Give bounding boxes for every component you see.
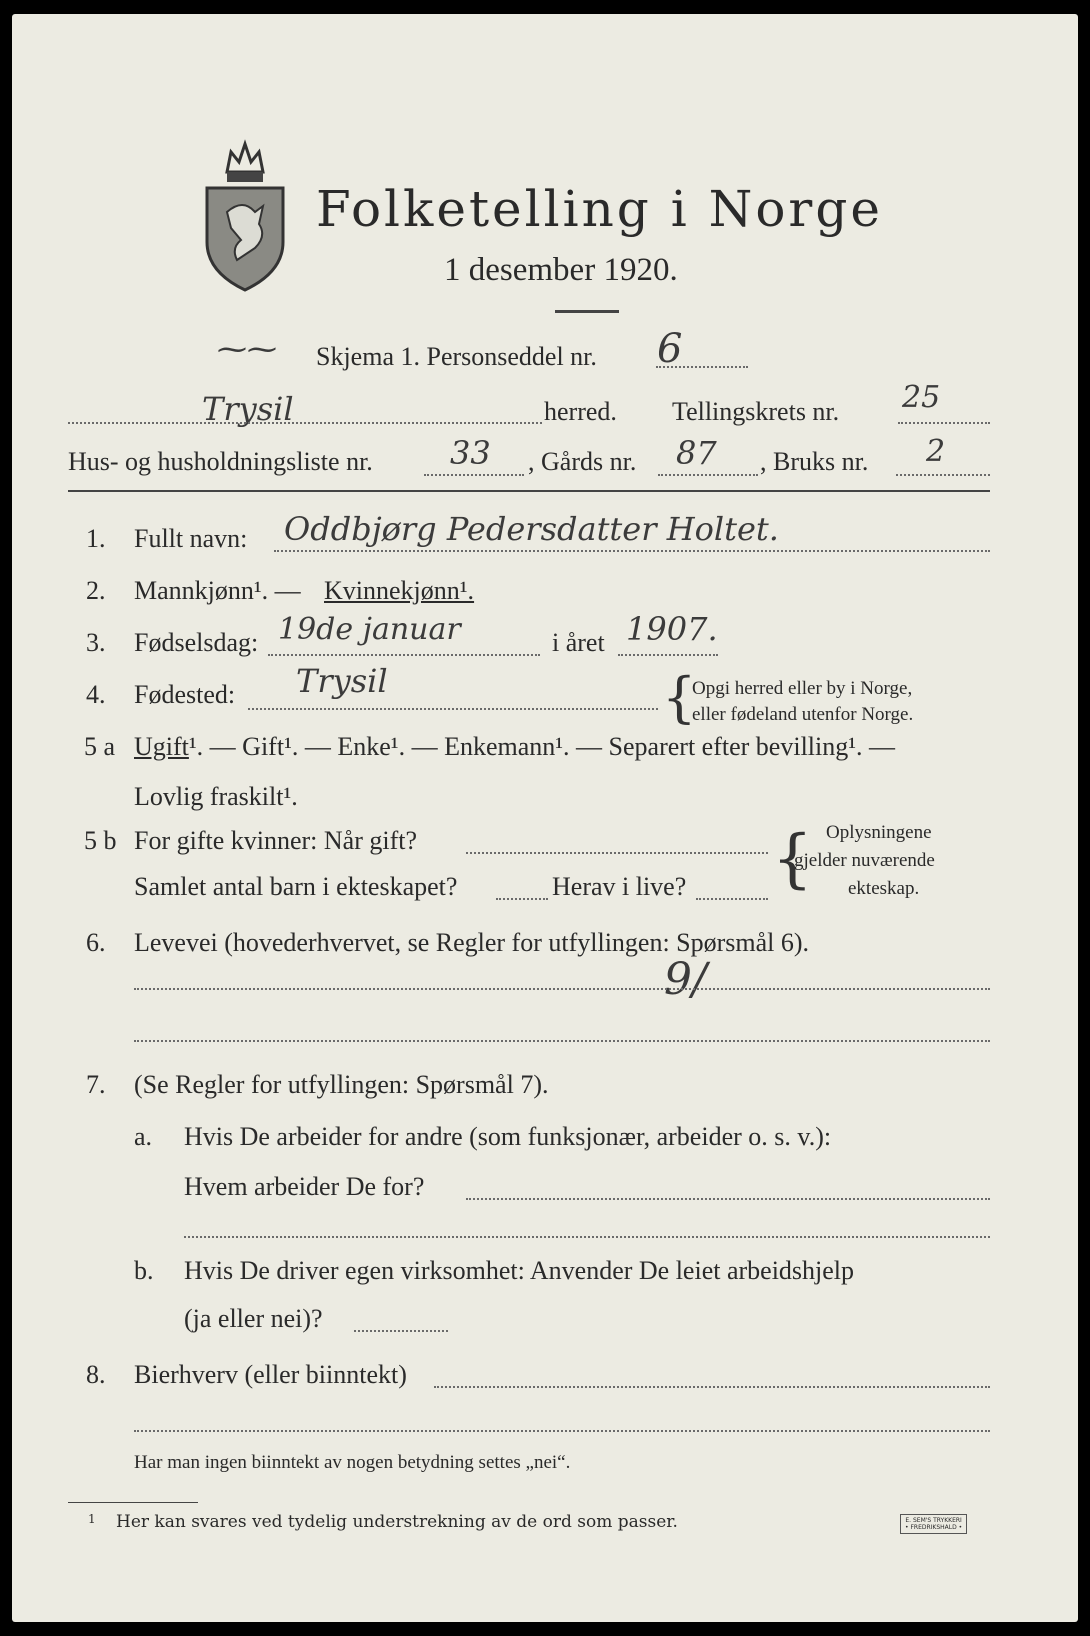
q8-number: 8. (86, 1360, 106, 1389)
header-divider (68, 490, 990, 492)
q5b-number: 5 b (84, 826, 117, 855)
employer-field-1[interactable] (466, 1198, 990, 1200)
tellingskrets-label: Tellingskrets nr. (672, 397, 840, 426)
q7b-label: Hvis De driver egen virksomhet: Anvender De leiet arbeidshjelp (184, 1256, 855, 1285)
q1-label: Fullt navn: (134, 524, 248, 553)
q1-number: 1. (86, 524, 106, 553)
q7a-number: a. (134, 1122, 153, 1151)
herred-label: herred. (544, 397, 617, 426)
q4-label: Fødested: (134, 680, 236, 709)
printer-stamp (900, 1514, 967, 1534)
q5a-options (134, 732, 895, 762)
scribble-mark: ⁓⁓ (217, 332, 277, 367)
side-income-field-2[interactable] (134, 1430, 990, 1432)
q3-number: 3. (86, 628, 106, 657)
q6-label: Levevei (hovederhvervet, se Regler for utfyllingen: Spørsmål 6). (134, 928, 810, 957)
q5a-ugift[interactable]: Ugift (134, 732, 189, 761)
q2-label-male: Mannkjønn¹. — (134, 576, 301, 605)
q4-number: 4. (86, 680, 106, 709)
printer-name: E. SEM'S TRYKKERI (905, 1517, 962, 1524)
birthday-field[interactable] (268, 654, 540, 656)
q5b-alive-label: Herav i live? (552, 872, 687, 901)
title-rule (555, 310, 619, 313)
q5b-children-label: Samlet antal barn i ekteskapet? (134, 872, 458, 901)
q2-label-female[interactable]: Kvinnekjønn¹. (324, 576, 475, 605)
printer-city: • FREDRIKSHALD • (905, 1524, 963, 1531)
q7-number: 7. (86, 1070, 106, 1099)
q3-year-value: 1907. (626, 610, 718, 648)
hired-help-field[interactable] (354, 1330, 448, 1332)
occupation-field-1[interactable] (134, 988, 990, 990)
q5a-other-options: ¹. — Gift¹. — Enke¹. — Enkemann¹. — Separert efter bevilling¹. — (188, 732, 896, 761)
q5a-number: 5 a (84, 732, 116, 761)
tellingskrets-field[interactable] (898, 422, 990, 424)
footnote-mark: 1 (88, 1512, 96, 1526)
bruks-field[interactable] (896, 474, 990, 476)
q4-note-2: eller fødeland utenfor Norge. (692, 704, 914, 725)
q7b-number: b. (134, 1256, 154, 1285)
coat-of-arms-icon (197, 132, 293, 292)
q7a-line2: Hvem arbeider De for? (184, 1172, 425, 1201)
q4-value: Trysil (296, 662, 388, 700)
occupation-field-2[interactable] (134, 1040, 990, 1042)
q3-year-label: i året (552, 628, 605, 657)
married-when-field[interactable] (466, 852, 768, 854)
schema-number: 6 (657, 326, 683, 372)
q3-value: 19de januar (278, 612, 461, 647)
q5b-note-1: Oplysningene (826, 822, 932, 843)
herred-field[interactable] (68, 422, 542, 424)
q5b-note-3: ekteskap. (848, 878, 920, 899)
hus-field[interactable] (424, 474, 524, 476)
q4-brace: { (662, 666, 697, 729)
q7-label: (Se Regler for utfyllingen: Spørsmål 7). (134, 1070, 549, 1099)
bruks-label: , Bruks nr. (760, 447, 869, 476)
schema-number-field[interactable] (656, 366, 748, 368)
children-total-field[interactable] (496, 898, 548, 900)
tellingskrets-value: 25 (902, 380, 941, 415)
birthplace-field[interactable] (248, 708, 658, 710)
census-form (12, 14, 1078, 1622)
children-alive-field[interactable] (696, 898, 768, 900)
q1-value: Oddbjørg Pedersdatter Holtet. (284, 510, 779, 548)
gards-label: , Gårds nr. (528, 447, 637, 476)
full-name-field[interactable] (274, 550, 990, 552)
hus-label: Hus- og husholdningsliste nr. (68, 447, 373, 476)
q5b-note-2: gjelder nuværende (794, 850, 935, 871)
q3-label: Fødselsdag: (134, 628, 259, 657)
employer-field-2[interactable] (184, 1236, 990, 1238)
census-date: 1 desember 1920. (444, 252, 678, 288)
side-income-field-1[interactable] (434, 1386, 990, 1388)
form-title: Folketelling i Norge (316, 180, 883, 238)
herred-value: Trysil (202, 390, 294, 428)
side-income-note: Har man ingen biinntekt av nogen betydning settes „nei“. (134, 1452, 571, 1473)
q5b-brace: { (772, 822, 813, 896)
q5a-line2: Lovlig fraskilt¹. (134, 782, 298, 811)
q6-value: 9/ (664, 954, 707, 1005)
q7a-label: Hvis De arbeider for andre (som funksjonær, arbeider o. s. v.): (184, 1122, 832, 1151)
footnote-rule (68, 1502, 198, 1503)
hus-value: 33 (450, 434, 491, 472)
q7b-line2: (ja eller nei)? (184, 1304, 323, 1333)
q5b-label: For gifte kvinner: Når gift? (134, 826, 418, 855)
bruks-value: 2 (926, 434, 946, 469)
q6-number: 6. (86, 928, 106, 957)
gards-value: 87 (676, 434, 717, 472)
q4-note-1: Opgi herred eller by i Norge, (692, 678, 913, 699)
schema-label: Skjema 1. Personseddel nr. (316, 342, 597, 371)
gards-field[interactable] (658, 474, 758, 476)
footnote-text: Her kan svares ved tydelig understrekning av de ord som passer. (116, 1512, 678, 1532)
q8-label: Bierhverv (eller biinntekt) (134, 1360, 407, 1389)
q2-number: 2. (86, 576, 106, 605)
birth-year-field[interactable] (618, 654, 718, 656)
